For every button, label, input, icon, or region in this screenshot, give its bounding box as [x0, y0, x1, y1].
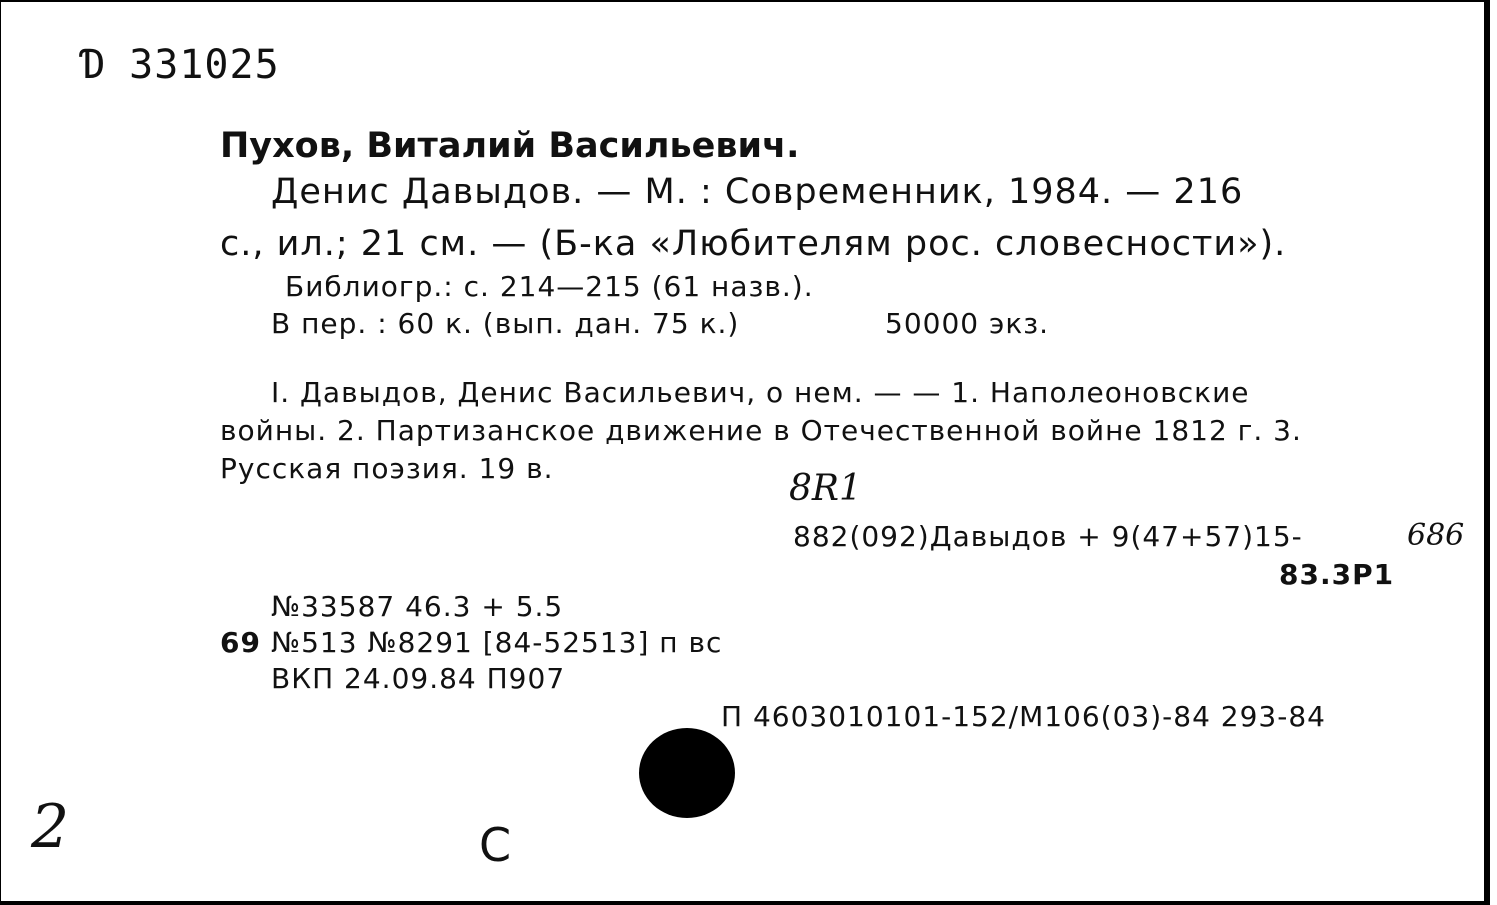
title-line-2: с., ил.; 21 см. — (Б-ка «Любителям рос. словесности»). [220, 224, 1287, 264]
record-prefix: 69 [220, 626, 261, 659]
stamp-number: Ɗ 331025 [79, 42, 280, 88]
subjects-line-3: Русская поэзия. 19 в. [220, 452, 554, 485]
subjects-line-2: войны. 2. Партизанское движение в Отечественной войне 1812 г. 3. [220, 414, 1302, 447]
handwritten-suffix: 686 [1407, 518, 1465, 553]
print-run: 50000 экз. [885, 307, 1050, 340]
bbk-code: 83.3Р1 [1279, 558, 1395, 591]
price: В пер. : 60 к. (вып. дан. 75 к.) [271, 307, 740, 340]
subjects-line-1: I. Давыдов, Денис Васильевич, о нем. — — 1. Наполеоновские [271, 376, 1250, 409]
record-line-1: №33587 46.3 + 5.5 [271, 590, 564, 623]
author-name: Пухов, Виталий Васильевич. [220, 126, 800, 166]
punch-hole [639, 728, 735, 818]
record-line-3: ВКП 24.09.84 П907 [271, 662, 566, 695]
handwritten-number: 2 [31, 792, 70, 862]
bibliography: Библиогр.: с. 214—215 (61 назв.). [285, 270, 814, 303]
index-code: П 4603010101-152/М106(03)-84 293-84 [721, 700, 1326, 733]
letter-c: С [479, 818, 512, 872]
title-line-1: Денис Давыдов. — М. : Современник, 1984. — 216 [271, 172, 1244, 212]
record-line-2: №513 №8291 [84-52513] п вс [271, 626, 723, 659]
handwritten-class: 8R1 [789, 468, 862, 509]
udc-code: 882(092)Давыдов + 9(47+57)15- [793, 520, 1303, 553]
